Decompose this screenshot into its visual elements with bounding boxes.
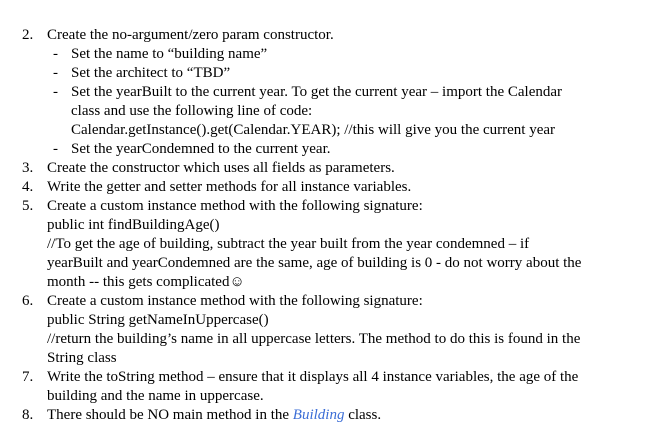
sub-item-text: Set the yearBuilt to the current year. To get the current year – import the Calendar [71, 84, 563, 100]
sub-item-set-name [0, 45, 640, 64]
list-item-8 [0, 406, 640, 425]
item-number: 5. [22, 198, 34, 214]
item-number: 4. [22, 179, 34, 195]
sub-item-text: Set the name to “building name” [71, 46, 268, 62]
item-text: Write the getter and setter methods for all instance variables. [47, 179, 412, 195]
item-number: 2. [22, 27, 34, 43]
sub-item-text: Set the yearCondemned to the current year. [71, 141, 331, 157]
item-number: 8. [22, 407, 34, 423]
item-text: Write the toString method – ensure that it displays all 4 instance variables, the age of the [47, 369, 579, 385]
list-item-6 [0, 292, 640, 368]
bullet-dash: - [53, 46, 58, 62]
sub-item-set-yearbuilt [0, 83, 640, 140]
method-signature: public String getNameInUppercase() [47, 312, 269, 328]
item-number: 6. [22, 293, 34, 309]
item-text: Create the no-argument/zero param constructor. [47, 27, 334, 43]
instruction-list [0, 26, 640, 425]
sub-item-text: Set the architect to “TBD” [71, 65, 231, 81]
item-text: Create a custom instance method with the following signature: [47, 293, 423, 309]
list-item-3 [0, 159, 640, 178]
item-number: 3. [22, 160, 34, 176]
bullet-dash: - [53, 84, 58, 100]
list-item-4 [0, 178, 640, 197]
list-item-7 [0, 368, 640, 406]
class-name-highlight: Building [292, 407, 345, 423]
item-text: Create a custom instance method with the following signature: [47, 198, 423, 214]
code-line: Calendar.getInstance().get(Calendar.YEAR); //this will give you the current year [71, 122, 556, 138]
bullet-dash: - [53, 141, 58, 157]
sub-item-set-yearcondemned [0, 140, 640, 159]
sub-item-set-architect [0, 64, 640, 83]
method-signature: public int findBuildingAge() [47, 217, 220, 233]
comment-line: month -- this gets complicated☺ [47, 274, 245, 290]
item-text: Create the constructor which uses all fields as parameters. [47, 160, 395, 176]
list-item-5 [0, 197, 640, 292]
item-text: building and the name in uppercase. [47, 388, 264, 404]
item-text-suffix: class. [344, 407, 382, 423]
item-text-prefix: There should be NO main method in the [47, 407, 293, 423]
item-text [47, 406, 640, 425]
comment-line: yearBuilt and yearCondemned are the same, age of building is 0 - do not worry about the [47, 255, 582, 271]
list-item-2 [0, 26, 640, 45]
bullet-dash: - [53, 65, 58, 81]
sub-item-text: class and use the following line of code: [71, 103, 313, 119]
comment-line: //To get the age of building, subtract the year built from the year condemned – if [47, 236, 530, 252]
comment-line: //return the building’s name in all uppercase letters. The method to do this is found in the [47, 331, 581, 347]
item-number: 7. [22, 369, 34, 385]
comment-line: String class [47, 350, 117, 366]
